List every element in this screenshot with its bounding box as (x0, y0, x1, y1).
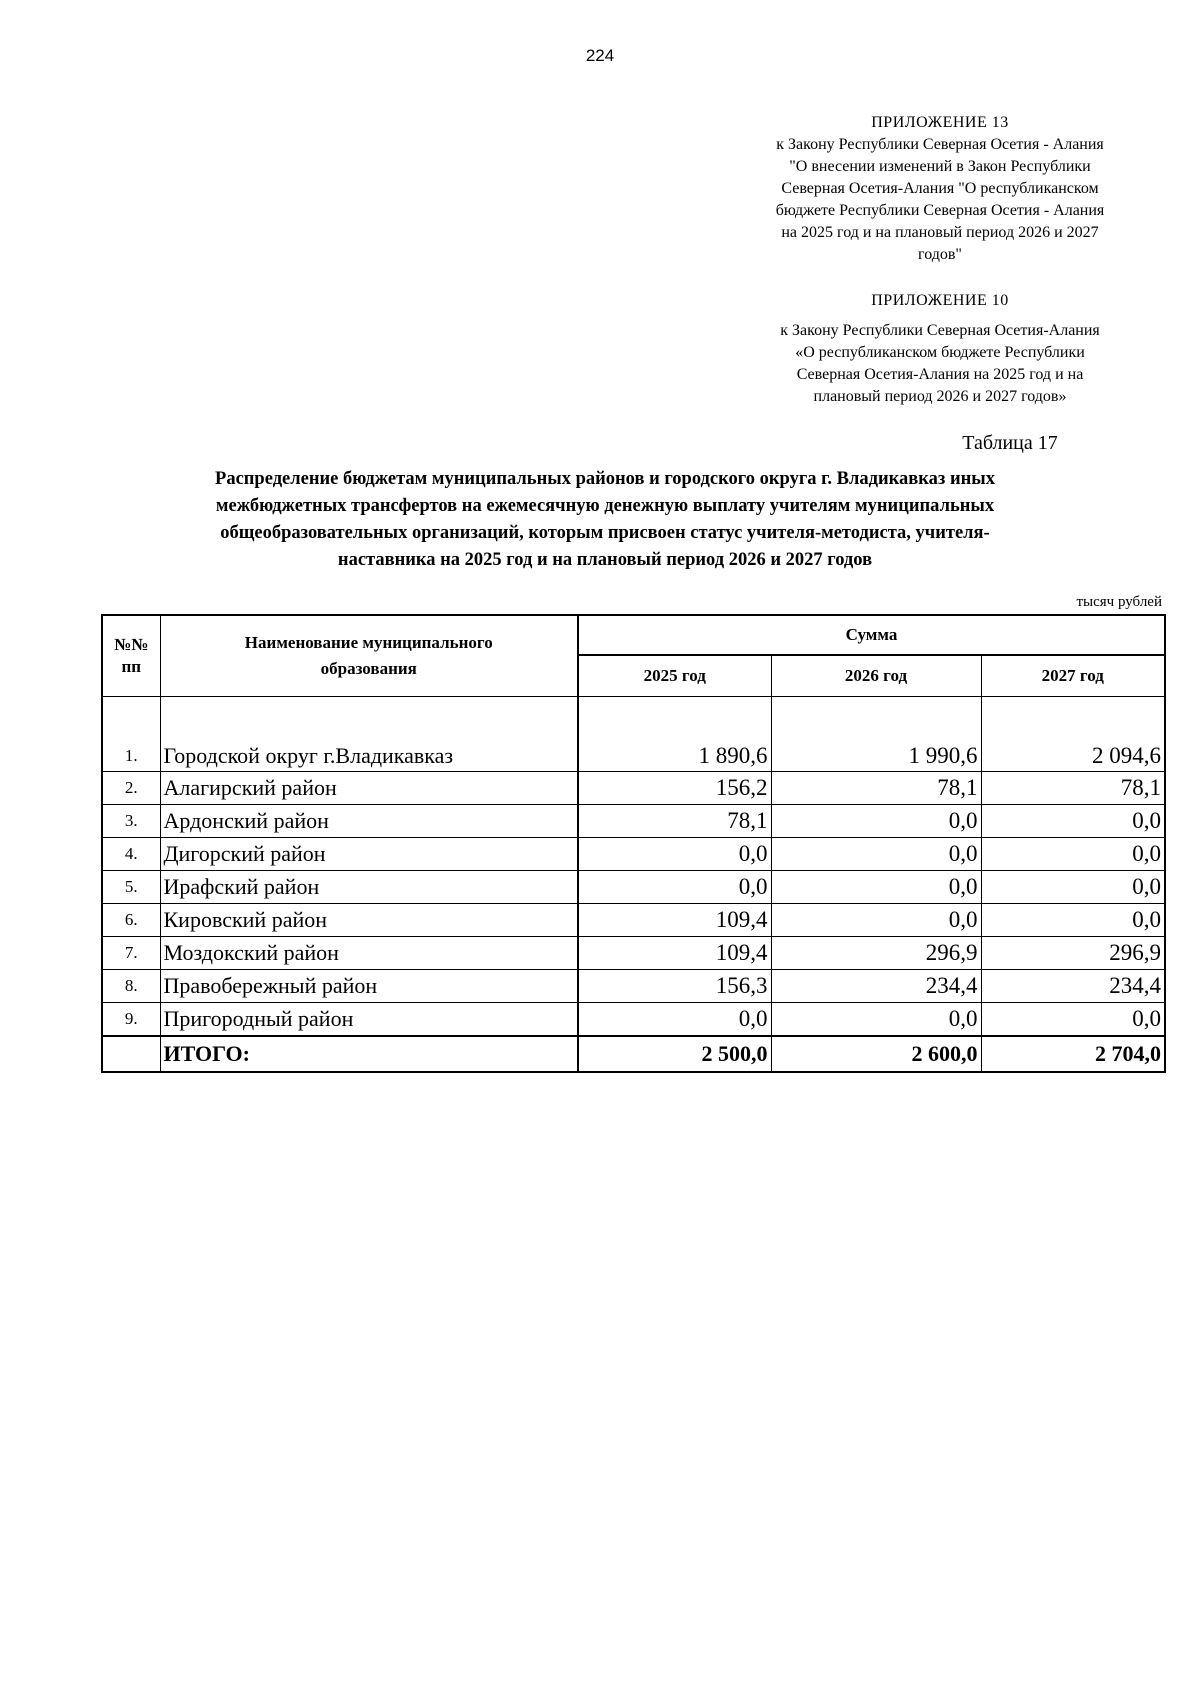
row-number: 6. (102, 904, 160, 937)
row-value-2026: 234,4 (771, 970, 981, 1003)
row-value-2025: 1 890,6 (578, 731, 771, 772)
spacer-cell (981, 697, 1165, 732)
header-municipality-line1: Наименование муниципального (244, 633, 493, 652)
distribution-table (101, 614, 1166, 1073)
row-municipality: Пригородный район (160, 1003, 578, 1037)
table-row (102, 731, 1165, 772)
row-value-2025: 156,3 (578, 970, 771, 1003)
header-number-line1: №№ (114, 635, 149, 654)
header-municipality (160, 615, 578, 697)
row-value-2027: 234,4 (981, 970, 1165, 1003)
row-value-2025: 0,0 (578, 871, 771, 904)
row-number: 2. (102, 772, 160, 805)
document-title (130, 466, 1080, 574)
appendix-13-block (720, 112, 1160, 266)
header-year-2026: 2026 год (771, 655, 981, 697)
row-value-2027: 0,0 (981, 1003, 1165, 1037)
header-year-2025: 2025 год (578, 655, 771, 697)
table-row (102, 904, 1165, 937)
row-value-2027: 0,0 (981, 838, 1165, 871)
appendix-10-line: к Закону Республики Северная Осетия-Алания (780, 322, 1100, 339)
appendix-13-line: бюджете Республики Северная Осетия - Алания (775, 202, 1105, 219)
spacer-cell (771, 697, 981, 732)
row-value-2026: 0,0 (771, 1003, 981, 1037)
title-line: межбюджетных трансфертов на ежемесячную денежную выплату учителям муниципальных (215, 496, 995, 516)
row-value-2026: 0,0 (771, 805, 981, 838)
total-row (102, 1036, 1165, 1072)
spacer-row (102, 697, 1165, 732)
row-value-2025: 0,0 (578, 838, 771, 871)
row-value-2026: 0,0 (771, 838, 981, 871)
header-year-2027: 2027 год (981, 655, 1165, 697)
table-row (102, 838, 1165, 871)
header-number-line2: пп (121, 657, 142, 676)
row-value-2025: 0,0 (578, 1003, 771, 1037)
spacer-cell (578, 697, 771, 732)
appendix-10-title: ПРИЛОЖЕНИЕ 10 (871, 292, 1009, 309)
row-value-2027: 2 094,6 (981, 731, 1165, 772)
row-municipality: Городской округ г.Владикавказ (160, 731, 578, 772)
row-value-2026: 0,0 (771, 871, 981, 904)
row-municipality: Правобережный район (160, 970, 578, 1003)
header-row (102, 615, 1165, 655)
appendix-13-line: "О внесении изменений в Закон Республики (789, 158, 1091, 175)
table-row (102, 772, 1165, 805)
total-2025: 2 500,0 (578, 1036, 771, 1072)
header-sum: Сумма (578, 615, 1165, 655)
header-number (102, 615, 160, 697)
row-number: 9. (102, 1003, 160, 1037)
row-number: 3. (102, 805, 160, 838)
row-value-2027: 0,0 (981, 904, 1165, 937)
row-value-2025: 78,1 (578, 805, 771, 838)
row-value-2025: 109,4 (578, 904, 771, 937)
row-value-2027: 0,0 (981, 805, 1165, 838)
row-municipality: Ардонский район (160, 805, 578, 838)
total-num-cell (102, 1036, 160, 1072)
appendix-13-line: на 2025 год и на плановый период 2026 и 2027 (781, 224, 1099, 241)
table-row (102, 937, 1165, 970)
row-number: 5. (102, 871, 160, 904)
appendix-13-line: к Закону Республики Северная Осетия - Алания (776, 136, 1104, 153)
appendix-13-line: годов" (918, 246, 962, 263)
title-line: Распределение бюджетам муниципальных районов и городского округа г. Владикавказ иных (215, 469, 995, 489)
appendix-10-block (720, 290, 1160, 408)
appendix-10-line: «О республиканском бюджете Республики (795, 344, 1085, 361)
appendix-10-line: плановый период 2026 и 2027 годов» (813, 388, 1067, 405)
row-value-2025: 109,4 (578, 937, 771, 970)
row-municipality: Ирафский район (160, 871, 578, 904)
table-row (102, 1003, 1165, 1037)
row-value-2026: 1 990,6 (771, 731, 981, 772)
total-2026: 2 600,0 (771, 1036, 981, 1072)
row-value-2027: 296,9 (981, 937, 1165, 970)
total-label: ИТОГО: (160, 1036, 578, 1072)
spacer-cell (102, 697, 160, 732)
appendix-13-line: Северная Осетия-Алания "О республиканском (781, 180, 1099, 197)
row-value-2025: 156,2 (578, 772, 771, 805)
title-line: общеобразовательных организаций, которым присвоен статус учителя-методиста, учителя- (220, 523, 990, 543)
row-municipality: Кировский район (160, 904, 578, 937)
row-number: 4. (102, 838, 160, 871)
table-row (102, 871, 1165, 904)
appendix-13-title: ПРИЛОЖЕНИЕ 13 (871, 114, 1009, 131)
row-value-2026: 296,9 (771, 937, 981, 970)
page-number: 224 (585, 46, 615, 65)
table-body (102, 731, 1165, 1036)
row-number: 8. (102, 970, 160, 1003)
units-label: тысяч рублей (1076, 594, 1162, 610)
table-row (102, 970, 1165, 1003)
total-2027: 2 704,0 (981, 1036, 1165, 1072)
row-value-2026: 78,1 (771, 772, 981, 805)
row-municipality: Моздокский район (160, 937, 578, 970)
title-line: наставника на 2025 год и на плановый период 2026 и 2027 годов (337, 550, 873, 570)
row-number: 1. (102, 731, 160, 772)
row-value-2027: 78,1 (981, 772, 1165, 805)
row-value-2027: 0,0 (981, 871, 1165, 904)
table-row (102, 805, 1165, 838)
table-label: Таблица 17 (962, 432, 1058, 454)
row-number: 7. (102, 937, 160, 970)
row-value-2026: 0,0 (771, 904, 981, 937)
row-municipality: Алагирский район (160, 772, 578, 805)
header-municipality-line2: образования (320, 659, 417, 678)
appendix-10-line: Северная Осетия-Алания на 2025 год и на (796, 366, 1084, 383)
row-municipality: Дигорский район (160, 838, 578, 871)
spacer-cell (160, 697, 578, 732)
